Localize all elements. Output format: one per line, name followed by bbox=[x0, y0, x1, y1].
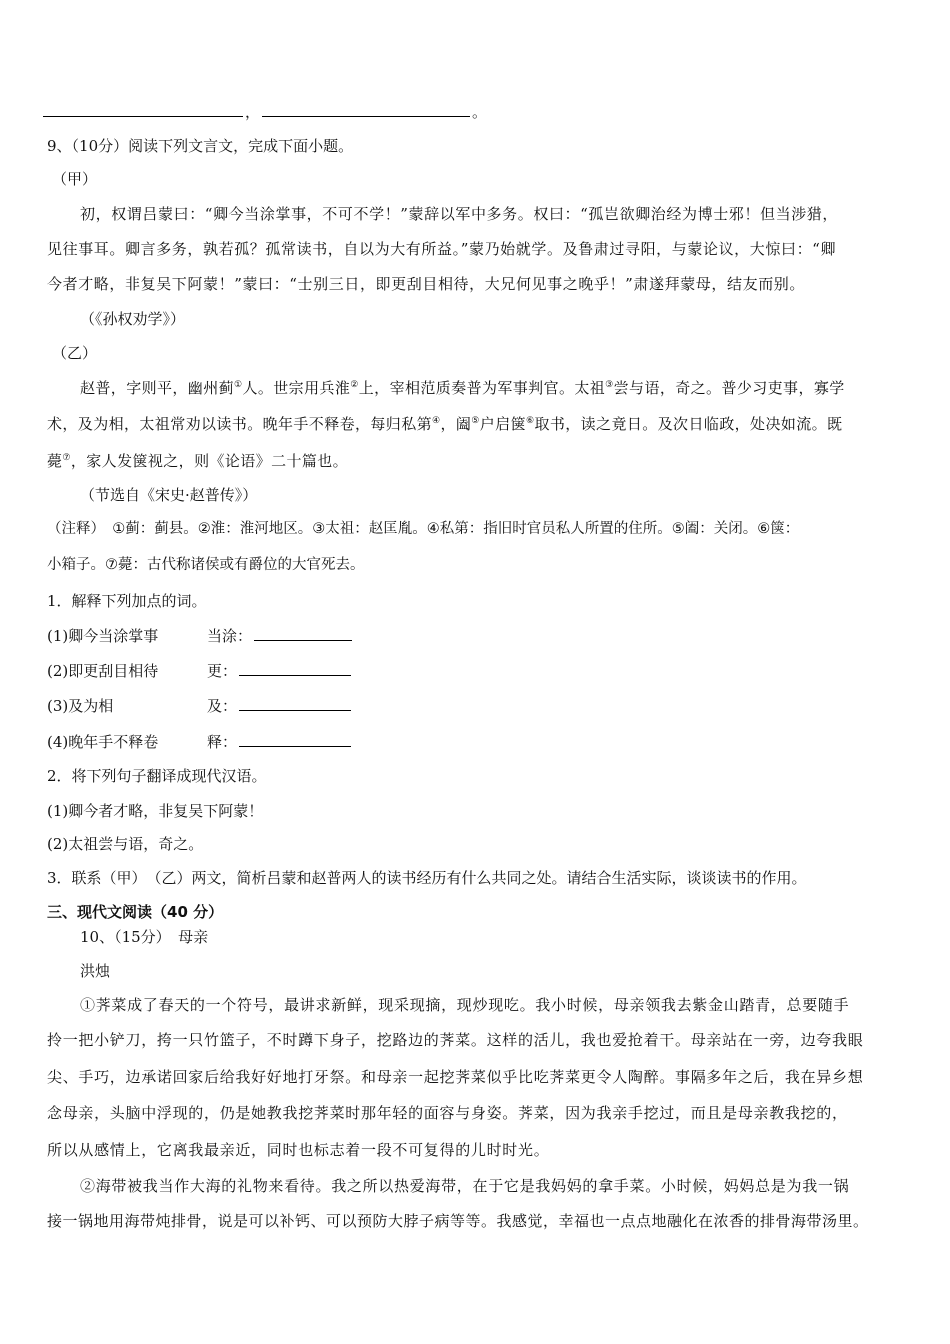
vocab-word: 释： bbox=[207, 733, 238, 751]
answer-blank[interactable] bbox=[254, 624, 352, 641]
vocab-item bbox=[47, 659, 353, 682]
footnote-marker: ④ bbox=[432, 416, 441, 426]
text-span: 上，宰相范质奏普为军事判官。太祖 bbox=[358, 379, 606, 397]
vocab-sentence: (1)卿今当涂掌事 bbox=[47, 627, 159, 645]
essay-line: 拎一把小铲刀，挎一只竹篮子，不时蹲下身子，挖路边的荠菜。这样的活儿，我也爱抢着干。母亲站在一旁，边夸我眼 bbox=[47, 1031, 864, 1049]
essay-line: 尖、手巧，边承诺回家后给我好好地打牙祭。和母亲一起挖荠菜似乎比吃荠菜更令人陶醉。事隔多年之后，我在异乡想 bbox=[47, 1068, 864, 1086]
passage-yi-source: （节选自《宋史·赵普传》） bbox=[80, 486, 258, 504]
text-span: 薨 bbox=[47, 452, 63, 470]
answer-blank[interactable] bbox=[239, 730, 351, 747]
notes-line: （注释） ①蓟：蓟县。②淮：淮河地区。③太祖：赵匡胤。④私第：指旧时官员私人所置的住所。⑤阖：关闭。⑥箧： bbox=[47, 521, 800, 537]
text-span: 赵普，字则平，幽州蓟 bbox=[80, 379, 235, 397]
q9-header: 9、（10分）阅读下列文言文，完成下面小题。 bbox=[47, 137, 354, 155]
answer-blank[interactable] bbox=[262, 100, 470, 117]
passage-jia-label: （甲） bbox=[52, 170, 98, 188]
vocab-item bbox=[47, 730, 353, 753]
vocab-sentence: (3)及为相 bbox=[47, 697, 114, 715]
essay-line: 接一锅地用海带炖排骨，说是可以补钙、可以预防大脖子病等等。我感觉，幸福也一点点地融化在浓香的排骨海带汤里。 bbox=[47, 1212, 869, 1230]
answer-separator: ， bbox=[245, 103, 261, 121]
footnote-marker: ② bbox=[350, 380, 359, 390]
notes-line: 小箱子。⑦薨：古代称诸侯或有爵位的大官死去。 bbox=[47, 557, 365, 573]
passage-jia-line: 初，权谓吕蒙曰：“卿今当涂掌事，不可不学！”蒙辞以军中多务。权曰：“孤岂欲卿治经为博士邪！但当涉猎， bbox=[80, 205, 839, 223]
answer-blank[interactable] bbox=[43, 100, 243, 117]
passage-yi-line bbox=[47, 413, 842, 435]
footnote-marker: ⑦ bbox=[62, 453, 71, 463]
essay-line: 所以从感情上，它离我最亲近，同时也标志着一段不可复得的儿时时光。 bbox=[47, 1141, 550, 1159]
vocab-item bbox=[47, 694, 353, 717]
sub1-title: 1．解释下列加点的词。 bbox=[47, 592, 207, 610]
text-span: 取书，读之竟日。及次日临政，处决如流。既 bbox=[534, 415, 843, 433]
q10-header: 10、（15分） 母亲 bbox=[80, 928, 209, 946]
text-span: 术，及为相，太祖常劝以读书。晚年手不释卷，每归私第 bbox=[47, 415, 433, 433]
footnote-marker: ⑤ bbox=[471, 416, 480, 426]
sub3-question: 3．联系（甲） （乙）两文，简析吕蒙和赵普两人的读书经历有什么共同之处。请结合生活实际，谈谈读书的作用。 bbox=[47, 869, 807, 887]
vocab-sentence: (4)晚年手不释卷 bbox=[47, 733, 159, 751]
vocab-item bbox=[47, 624, 354, 647]
passage-jia-line: 今者才略，非复吴下阿蒙！”蒙曰：“士别三日，即更刮目相待，大兄何见事之晚乎！”肃遂拜蒙母，结友而别。 bbox=[47, 275, 806, 293]
passage-yi-line bbox=[80, 377, 845, 399]
passage-jia-source: （《孙权劝学》） bbox=[80, 310, 186, 328]
author: 洪烛 bbox=[80, 962, 111, 980]
essay-line: 念母亲，头脑中浮现的，仍是她教我挖荠菜时那年轻的面容与身姿。荠菜，因为我亲手挖过，而且是母亲教我挖的， bbox=[47, 1104, 848, 1122]
answer-blank[interactable] bbox=[239, 659, 351, 676]
vocab-word: 及： bbox=[207, 697, 238, 715]
answer-blank[interactable] bbox=[239, 694, 351, 711]
section-heading: 三、现代文阅读（40 分） bbox=[47, 903, 224, 921]
essay-line: ②海带被我当作大海的礼物来看待。我之所以热爱海带，在于它是我妈妈的拿手菜。小时候，妈妈总是为我一锅 bbox=[80, 1177, 850, 1195]
footnote-marker: ⑥ bbox=[525, 416, 535, 426]
passage-yi-line bbox=[47, 450, 348, 472]
passage-jia-line: 见往事耳。卿言多务，孰若孤？孤常读书，自以为大有所益。”蒙乃始就学。及鲁肃过寻阳，与蒙论议，大惊曰：“卿 bbox=[47, 240, 837, 258]
translate-item: (2)太祖尝与语，奇之。 bbox=[47, 835, 204, 853]
vocab-sentence: (2)即更刮目相待 bbox=[47, 662, 159, 680]
passage-yi-label: （乙） bbox=[52, 344, 98, 362]
translate-item: (1)卿今者才略，非复吴下阿蒙！ bbox=[47, 802, 264, 820]
text-span: ，阖 bbox=[440, 415, 472, 433]
text-span: 人。世宗用兵淮 bbox=[242, 379, 351, 397]
text-span: 尝与语，奇之。普少习吏事，寡学 bbox=[613, 379, 845, 397]
answer-end: 。 bbox=[472, 103, 488, 121]
vocab-word: 当涂： bbox=[207, 627, 253, 645]
answer-blank-line bbox=[43, 100, 487, 123]
text-span: 户启箧 bbox=[479, 415, 526, 433]
footnote-marker: ① bbox=[234, 380, 243, 390]
footnote-marker: ③ bbox=[605, 380, 614, 390]
sub2-title: 2．将下列句子翻译成现代汉语。 bbox=[47, 767, 267, 785]
vocab-word: 更： bbox=[207, 662, 238, 680]
essay-line: ①荠菜成了春天的一个符号，最讲求新鲜，现采现摘，现炒现吃。我小时候，母亲领我去紫金山踏青，总要随手 bbox=[80, 996, 850, 1014]
text-span: ，家人发箧视之，则《论语》二十篇也。 bbox=[70, 452, 349, 470]
